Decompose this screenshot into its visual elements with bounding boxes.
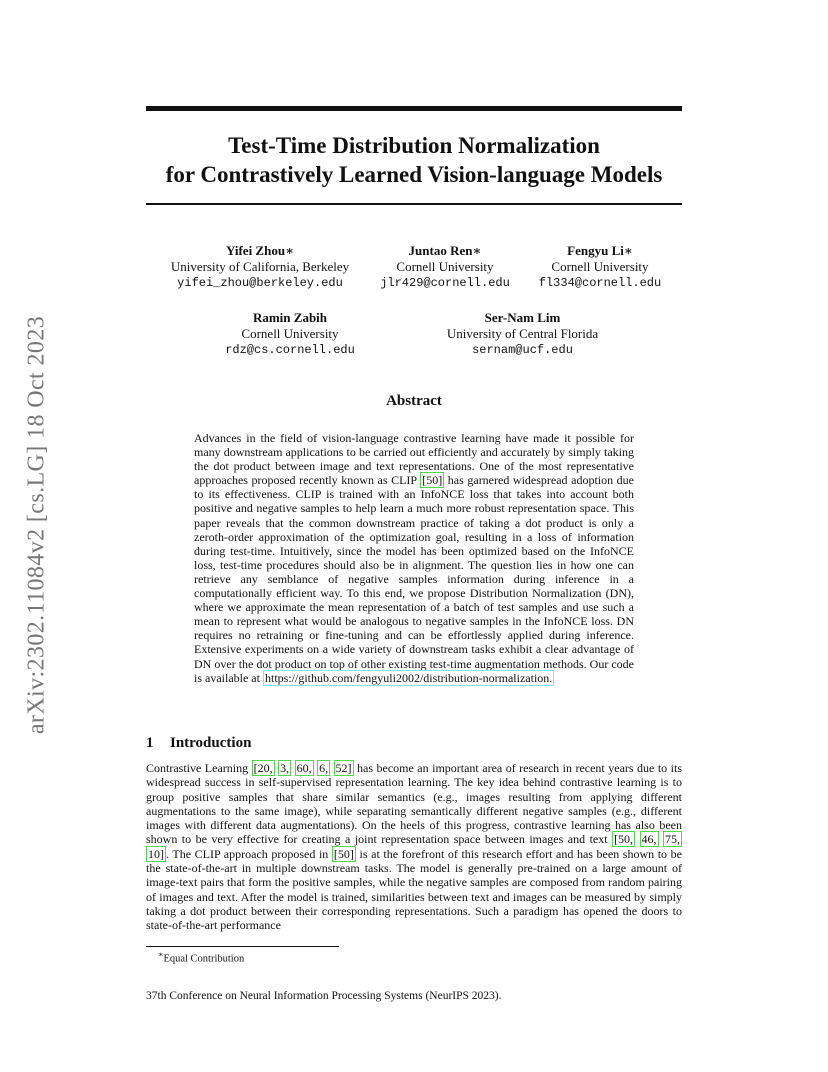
- citation-link[interactable]: 3,: [280, 761, 290, 775]
- footnote-text: Equal Contribution: [163, 953, 245, 965]
- author-name: Yifei Zhou∗: [225, 243, 295, 258]
- abstract-heading: Abstract: [386, 393, 442, 409]
- citation-link[interactable]: [50]: [333, 846, 354, 861]
- author-block: [365, 243, 525, 291]
- abstract-part: Advances in the field of vision-language contrastive learning have made it possible for many downstream applications to be carried out efficiently and accurately by simply taking the dot product between image and text representations. One of the most representative approaches proposed recently known as CLIP: [194, 431, 634, 488]
- footnote-marker: ∗: [158, 950, 164, 959]
- citation-link[interactable]: [20,: [253, 761, 273, 775]
- author-email[interactable]: sernam@ucf.edu: [472, 343, 573, 357]
- conference-note: 37th Conference on Neural Information Processing Systems (NeurIPS 2023).: [146, 990, 502, 1002]
- section-heading: [146, 735, 251, 752]
- intro-part: is at the forefront of this research effort and has been shown to be the state-of-the-art in multiple downstream tasks. The model is generally pre-trained on a large amount of image-text pairs that form the positive samples, while the negative samples are composed from random pairing of images and text. After the model is trained, similarities between text and images can be measured by simply taking a dot product between their corresponding representations. Such a paradigm has opened the doors to state-of-the-art performance: [146, 846, 682, 933]
- author-affiliation: University of Central Florida: [446, 326, 599, 341]
- footnote: [158, 950, 244, 965]
- intro-part: Contrastive Learning: [146, 761, 252, 775]
- arxiv-stamp-text: arXiv:2302.11084v2 [cs.LG] 18 Oct 2023: [23, 315, 50, 735]
- citation-link[interactable]: 52]: [335, 761, 352, 775]
- citation-link[interactable]: [50]: [422, 473, 443, 488]
- author-affiliation: Cornell University: [551, 259, 649, 274]
- author-name: Juntao Ren∗: [408, 243, 482, 258]
- author-email[interactable]: fl334@cornell.edu: [538, 276, 662, 290]
- section-number: 1: [146, 735, 154, 751]
- author-block: [425, 310, 620, 358]
- paper-title: [146, 131, 682, 189]
- citation-link[interactable]: 46,: [641, 832, 657, 847]
- author-affiliation: University of California, Berkeley: [170, 259, 350, 274]
- author-block: [210, 310, 370, 358]
- title-top-rule: [146, 106, 682, 111]
- abstract-text: [194, 431, 634, 685]
- code-link[interactable]: https://github.com/fengyuli2002/distribution-normalization.: [264, 670, 553, 685]
- author-email[interactable]: jlr429@cornell.edu: [380, 276, 510, 290]
- author-block: [525, 243, 675, 291]
- citation-link[interactable]: 10]: [148, 846, 164, 861]
- author-email[interactable]: rdz@cs.cornell.edu: [225, 343, 355, 357]
- author-name: Fengyu Li∗: [567, 243, 633, 258]
- footnote-rule: [146, 946, 339, 947]
- author-block: [150, 243, 370, 291]
- title-line-1: Test-Time Distribution Normalization: [228, 133, 600, 158]
- intro-part: . The CLIP approach proposed in: [166, 846, 332, 861]
- intro-part: has become an important area of research in recent years due to its widespread success in self-supervised representation learning. The key idea behind contrastive learning is to group positive samples that share similar semantics (e.g., images resulting from applying different augmentations to the same image), while separating semantically different negative samples (e.g., different images with different data augmentations). On the heels of this progress, contrastive learning has also been shown to be very effective for creating a joint representation space between images and text: [146, 761, 683, 847]
- abstract-part: has garnered widespread adoption due to its effectiveness. CLIP is trained with an InfoNCE loss that takes into account both positive and negative samples to help learn a much more robust representation space. This paper reveals that the common downstream practice of taking a dot product is only a zeroth-order approximation of the optimization goal, resulting in a loss of information during test-time. Intuitively, since the model has been optimized based on the InfoNCE loss, test-time procedures should also be in alignment. The question lies in how one can retrieve any semblance of negative samples information during inference in a computationally efficient way. To this end, we propose Distribution Normalization (DN), where we approximate the mean representation of a batch of test samples and use such a mean to represent what would be analogous to negative samples in the InfoNCE loss. DN requires no retraining or fine-tuning and can be effortlessly applied during inference. Extensive experiments on a wide variety of downstream tasks exhibit a clear advantage of DN over the dot product on top of other existing test-time augmentation methods. Our code is available at: [194, 473, 634, 685]
- citation-link[interactable]: 6,: [319, 761, 329, 775]
- author-email[interactable]: yifei_zhou@berkeley.edu: [177, 276, 343, 290]
- author-affiliation: Cornell University: [241, 326, 339, 341]
- title-line-2: for Contrastively Learned Vision-language Models: [165, 162, 663, 187]
- citation-link[interactable]: [50,: [614, 832, 634, 847]
- introduction-text: [146, 761, 682, 933]
- author-name: Ser-Nam Lim: [484, 310, 561, 325]
- citation-link[interactable]: 75,: [665, 832, 681, 847]
- title-bottom-rule: [146, 203, 682, 205]
- arxiv-stamp: [22, 290, 52, 760]
- author-affiliation: Cornell University: [396, 259, 494, 274]
- section-title: Introduction: [170, 735, 252, 751]
- author-name: Ramin Zabih: [252, 310, 328, 325]
- citation-link[interactable]: 60,: [296, 761, 312, 775]
